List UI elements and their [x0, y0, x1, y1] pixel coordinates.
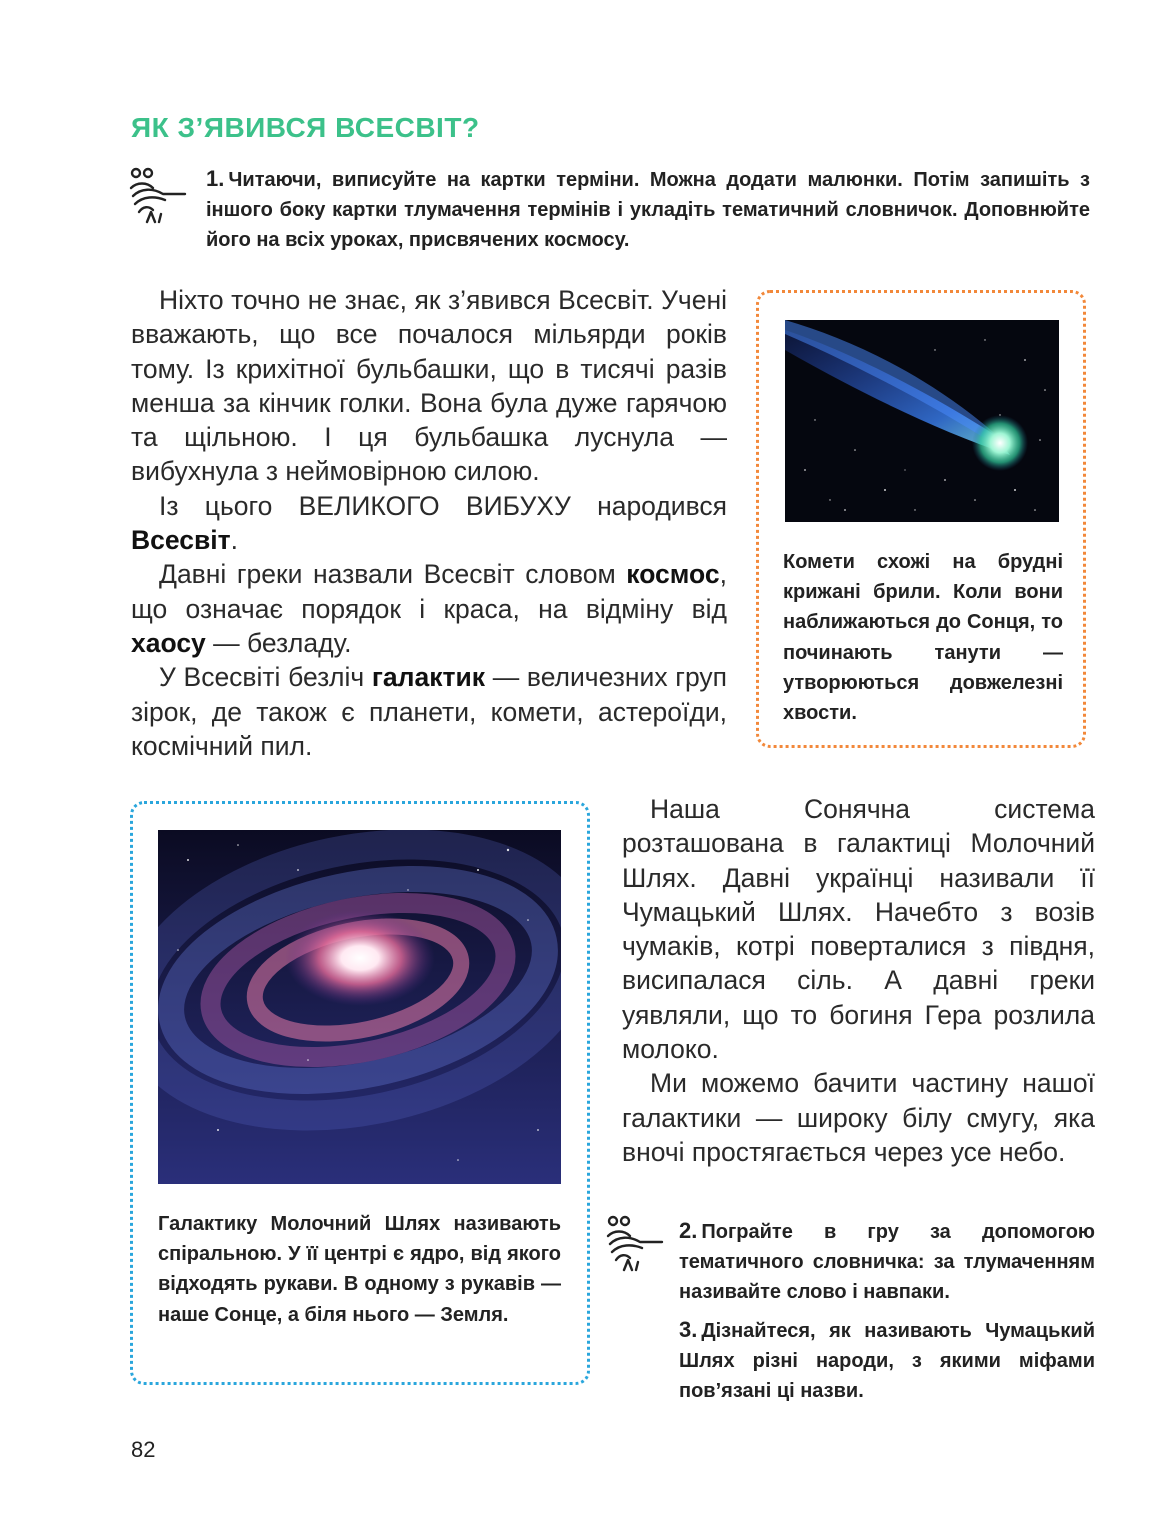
intro-p3-end: — безладу.	[205, 627, 352, 658]
term-galaktyky: галактик	[371, 662, 486, 693]
intro-p3-text: Давні греки назвали Всесвіт словом	[159, 559, 616, 590]
intro-p2-text: Із цього ВЕЛИКОГО ВИБУХУ народився	[159, 490, 727, 521]
task-1	[206, 164, 1090, 255]
comet-image	[785, 320, 1059, 522]
intro-paragraph-2	[131, 489, 727, 558]
task-2-text: Пограйте в гру за допомогою тематичного словничка: за тлумаченням називайте слово і навпаки.	[679, 1221, 1095, 1303]
milky-way-paragraph-2: Ми можемо бачити частину нашої галактики — широку білу смугу, яка вночі простягається через усе небо.	[622, 1068, 1095, 1167]
intro-paragraph-4	[131, 660, 727, 763]
intro-p2-end: .	[230, 525, 239, 556]
term-vsesvit: Всесвіт	[131, 525, 231, 556]
intro-paragraph-1: Ніхто точно не знає, як з’явився Всесвіт. Учені вважають, що все почалося мільярди років тому. Із крихітної бульбашки, що в тисячі разів менша за кінчик голки. Вона була дуже гарячою та щільною. І ця бульбашка луснула — вибухнула з неймовірною силою.	[131, 285, 727, 487]
task-2-number: 2.	[679, 1218, 698, 1243]
milky-way-paragraph-1: Наша Сонячна система розташована в галактиці Молочний Шлях. Давні українці називали її Чумацький Шлях. Начебто з возів чумаків, котрі поверталися з півдня, висипалася сіль. А давні греки уявляли, що то богиня Гера розлила молоко.	[622, 794, 1095, 1065]
comet-caption: Комети схожі на брудні крижані брили. Коли вони наближаються до Сонця, то починають танути — утворюються довжелезні хвости.	[783, 551, 1063, 725]
term-kosmos: космос	[626, 559, 720, 590]
galaxy-image	[158, 830, 561, 1184]
intro-p4-end: — величезних груп зірок, де також є планети, комети, астероїди, космічний пил.	[131, 662, 728, 761]
pair-work-icon	[604, 1214, 666, 1276]
term-khaos: хаосу	[131, 627, 206, 658]
task-3-text: Дізнайтеся, як називають Чумацький Шлях різні народи, з якими міфами пов’язані ці назви.	[679, 1320, 1095, 1402]
intro-text	[131, 283, 727, 763]
galaxy-caption: Галактику Молочний Шлях називають спіральною. У її центрі є ядро, від якого відходять рукави. В одному з рукавів — наше Сонце, а біля нього — Земля.	[158, 1213, 561, 1326]
task-1-text: Читаючи, виписуйте на картки терміни. Можна додати малюнки. Потім запишіть з іншого боку картки тлумачення термінів і укладіть тематичний словничок. Доповнюйте його на всіх уроках, присвячених космосу.	[206, 169, 1090, 251]
intro-p3-mid: , що означає порядок і краса, на відміну від	[131, 559, 727, 624]
milky-way-text	[622, 792, 1095, 1169]
task-3-number: 3.	[679, 1317, 698, 1342]
page-title: ЯК З’ЯВИВСЯ ВСЕСВІТ?	[131, 112, 480, 143]
intro-paragraph-3	[131, 557, 727, 660]
page-number: 82	[131, 1437, 156, 1462]
task-2	[679, 1216, 1095, 1307]
pair-work-icon	[127, 166, 189, 228]
task-1-number: 1.	[206, 166, 225, 191]
task-3	[679, 1315, 1095, 1406]
intro-p4-text: У Всесвіті безліч	[159, 662, 365, 693]
